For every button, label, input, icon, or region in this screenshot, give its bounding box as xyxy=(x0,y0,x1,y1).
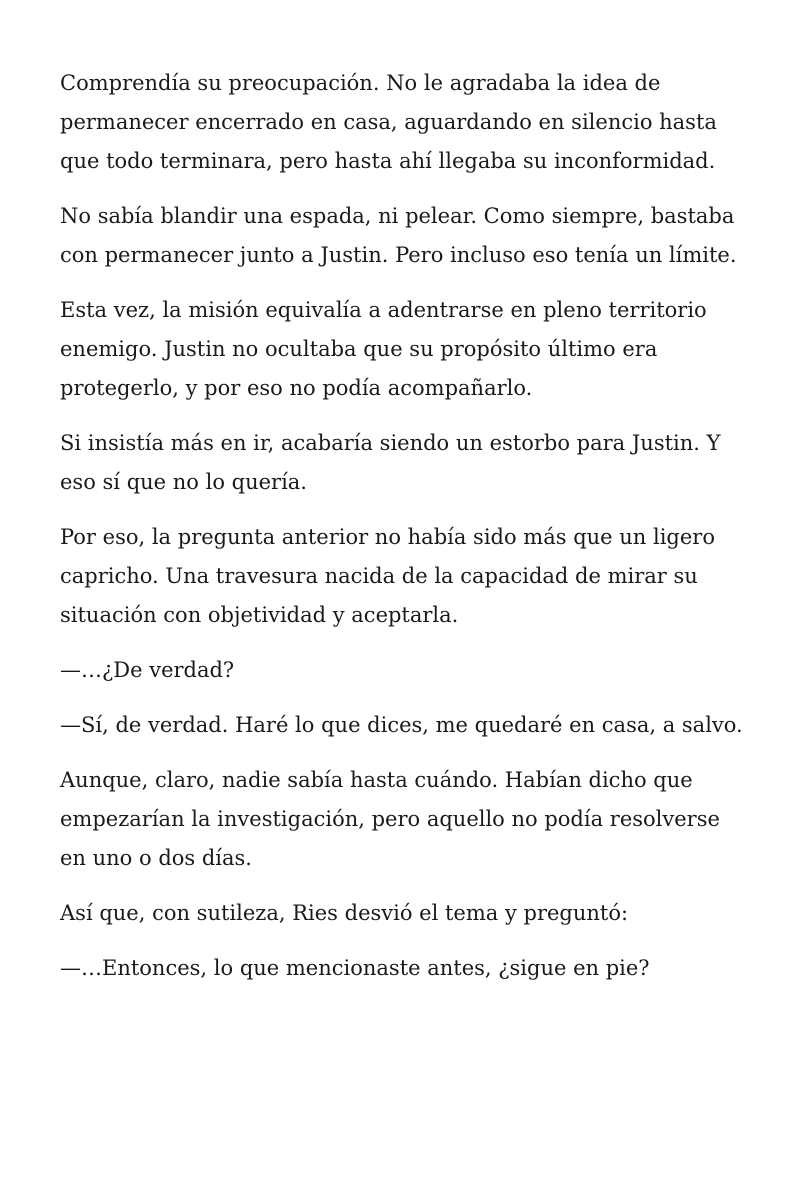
paragraph: Aunque, claro, nadie sabía hasta cuándo. Habían dicho que empezarían la investigación, pero aquello no podía resolverse en uno o dos días. xyxy=(60,768,720,870)
paragraph: Esta vez, la misión equivalía a adentrarse en pleno territorio enemigo. Justin no ocultaba que su propósito último era protegerlo, y por eso no podía acompañarlo. xyxy=(60,298,707,400)
page-text xyxy=(60,64,750,1004)
paragraph: Por eso, la pregunta anterior no había sido más que un ligero capricho. Una travesura nacida de la capacidad de mirar su situación con objetividad y aceptarla. xyxy=(60,525,715,627)
paragraph: No sabía blandir una espada, ni pelear. Como siempre, bastaba con permanecer junto a Justin. Pero incluso eso tenía un límite. xyxy=(60,204,737,267)
paragraph: Así que, con sutileza, Ries desvió el tema y preguntó: xyxy=(60,901,629,925)
dialogue-line: —…Entonces, lo que mencionaste antes, ¿sigue en pie? xyxy=(60,956,650,980)
paragraph: Si insistía más en ir, acabaría siendo un estorbo para Justin. Y eso sí que no lo quería. xyxy=(60,431,721,494)
paragraph: Comprendía su preocupación. No le agradaba la idea de permanecer encerrado en casa, aguardando en silencio hasta que todo terminara, pero hasta ahí llegaba su inconformidad. xyxy=(60,71,717,173)
dialogue-line: —…¿De verdad? xyxy=(60,658,235,682)
dialogue-line: —Sí, de verdad. Haré lo que dices, me quedaré en casa, a salvo. xyxy=(60,713,743,737)
